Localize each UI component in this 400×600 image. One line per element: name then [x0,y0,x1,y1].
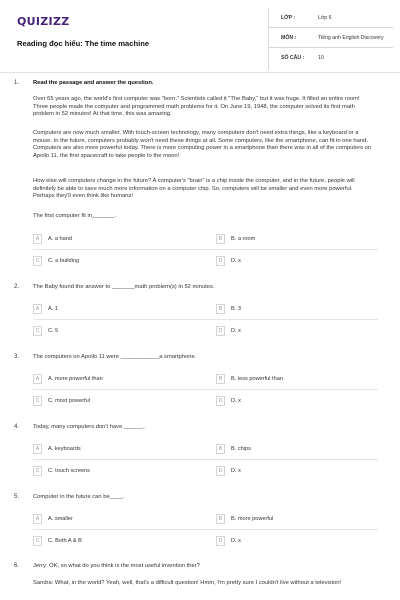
question-number: 1. [14,80,20,86]
option-text: C. 5 [48,328,59,334]
passage-paragraph: Over 65 years ago, the world's first computer was "born." Scientists called it "The Baby," but it was huge. It filled an entire room! Three people made the computer and programmed math problems for it. On June 19, 1948, the computer solved its first math problem in 52 minutes! At that time, this was amazing. [33,96,360,118]
option-letter-box: C [33,256,42,266]
option-letter-box: A [33,444,42,454]
question-number: 3. [14,354,20,360]
option-letter-box: A [33,234,42,244]
option-divider [33,319,378,320]
meta-label: MÔN : [281,35,297,41]
option-letter-box: C [33,396,42,406]
option-text: C. Both A & B [48,538,82,544]
option-text: C. most powerful [48,398,90,404]
option-text: B. chips [231,446,251,452]
question-prompt: Today, many computers don't have ______. [33,424,145,430]
quizizz-logo: QUIZIZZ [17,15,70,28]
meta-label: SỐ CÂU : [281,55,305,61]
worksheet-title: Reading đọc hiểu: The time machine [17,39,150,48]
option-letter-box: B [216,514,225,524]
option-letter-box: D [216,256,225,266]
option-letter-box: C [33,466,42,476]
worksheet-header [8,8,392,70]
option-letter-box: D [216,536,225,546]
option-text: D. x [231,468,241,474]
option-text: A. a hand [48,236,72,242]
option-divider [33,249,378,250]
option-letter-box: D [216,396,225,406]
option-text: A. 1 [48,306,58,312]
header-divider [0,72,400,73]
question-prompt: The computers on Apollo 11 were ____________a smartphone. [33,354,197,360]
option-divider [33,459,378,460]
meta-label: LỚP : [281,15,296,21]
question-prompt: The first computer fit in_______. [33,213,117,219]
dialogue-line: Jerry: OK, so what do you think is the most useful invention ther? [33,563,200,569]
option-text: B. more powerful [231,516,274,522]
option-letter-box: A [33,304,42,314]
option-letter-box: A [33,514,42,524]
passage-paragraph: Computers are now much smaller. With touch-screen technology, many computers don't need extra things, like a keyboard or a mouse. In the future, computers probably won't need these things at all. Some computers, like the smartphone, can fit in one hand. Computers are also more powerful today. There is more computing power in a smartphone than there was in all of the computers on Apollo 11, the first spacecraft to take people to the moon! [33,130,372,160]
meta-value: Lớp 6 [318,15,332,21]
option-letter-box: A [33,374,42,384]
question-number: 4. [14,424,20,430]
option-letter-box: D [216,326,225,336]
passage-paragraph: How else will computers change in the future? A computer's "brain" is a chip inside the computer, and in the future, people will definitely be able to save much more information on a computer chip. So, computers will be smaller and even more powerful. Perhaps they'll even think like humans! [33,178,355,200]
meta-value: Tiếng anh English Discovery [318,35,384,41]
option-text: C. a building [48,258,80,264]
option-text: A. smaller [48,516,73,522]
option-letter-box: D [216,466,225,476]
meta-row-class [269,8,393,28]
option-text: A. more powerful than [48,376,103,382]
option-letter-box: B [216,304,225,314]
option-text: D. x [231,258,241,264]
option-letter-box: B [216,444,225,454]
meta-table [268,8,392,70]
question-prompt: The Baby found the answer to _______math problem(s) in 52 minutes. [33,284,215,290]
option-text: C. touch screens [48,468,90,474]
meta-row-question-count [269,48,393,70]
meta-row-subject [269,28,393,48]
dialogue-line: Sandra: What, in the world? Yeah, well, that's a difficult question! Hmm, I'm pretty sure I couldn't live without a television! [33,580,342,586]
option-divider [33,529,378,530]
question-instruction: Read the passage and answer the question. [33,80,154,86]
option-letter-box: B [216,374,225,384]
option-text: B. less powerful than [231,376,283,382]
question-number: 2. [14,284,20,290]
option-letter-box: C [33,536,42,546]
question-prompt: Computer in the future can be____. [33,494,125,500]
option-divider [33,389,378,390]
option-letter-box: C [33,326,42,336]
question-number: 6. [14,563,20,569]
option-text: D. x [231,398,241,404]
option-letter-box: B [216,234,225,244]
option-text: B. 3 [231,306,241,312]
option-text: A. keyboards [48,446,81,452]
question-number: 5. [14,494,20,500]
option-text: D. x [231,538,241,544]
meta-value: 10 [318,55,324,61]
option-text: D. x [231,328,241,334]
option-text: B. a room [231,236,256,242]
